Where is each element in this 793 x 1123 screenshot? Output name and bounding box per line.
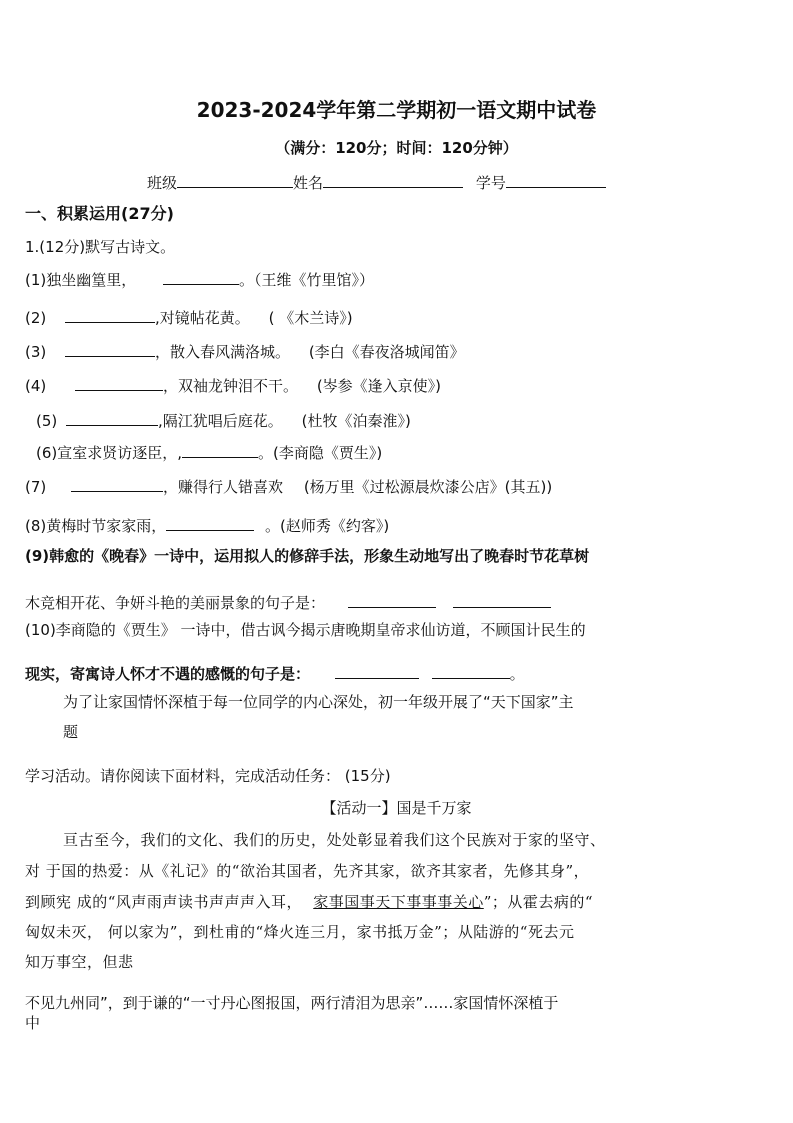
class-blank[interactable]	[177, 171, 293, 188]
item-text: ,隔江犹唱后庭花。	[158, 412, 283, 430]
item-text: ，散入春风满洛城。	[155, 343, 291, 361]
item-end: 。	[509, 665, 525, 683]
answer-blank[interactable]	[166, 514, 254, 531]
item-source: (李白《春夜洛城闻笛》	[308, 343, 465, 361]
poem-item-9-line2	[25, 591, 551, 613]
item-number: (2)	[25, 309, 47, 327]
poem-item-6	[36, 441, 382, 463]
item-text: ，赚得行人错喜欢	[163, 478, 284, 496]
passage-line: 中	[25, 1014, 41, 1032]
poem-item-9-line1: (9)韩愈的《晚春》一诗中，运用拟人的修辞手法，形象生动地写出了晚春时节花草树	[25, 547, 590, 565]
answer-blank[interactable]	[182, 441, 258, 458]
passage-text: ”；从霍去病的“	[483, 893, 594, 911]
answer-blank[interactable]	[163, 268, 239, 285]
poem-item-4	[25, 374, 441, 396]
item-source: (岑参《逢入京使》)	[316, 377, 442, 395]
activity-intro-line2: 题	[63, 723, 79, 741]
answer-blank[interactable]	[432, 662, 510, 679]
underlined-quote: 家事国事天下事事事关心	[313, 893, 484, 911]
item-text: (8)黄梅时节家家雨，	[25, 517, 167, 535]
answer-blank[interactable]	[453, 591, 551, 608]
exam-subtitle: （满分：120分；时间：120分钟）	[275, 139, 518, 157]
answer-blank[interactable]	[75, 374, 163, 391]
item-source: 。（王维《竹里馆》）	[239, 271, 375, 289]
item-number: (5)	[36, 412, 58, 430]
activity-intro-line1: 为了让家国情怀深植于每一位同学的内心深处，初一年级开展了“天下国家”主	[63, 693, 574, 711]
name-label: 姓名	[293, 174, 324, 192]
item-source: ( 《木兰诗》)	[268, 309, 353, 327]
passage-text: 到顾宪 成的“风声雨声读书声声声入耳，	[25, 893, 302, 911]
poem-item-10-line2	[25, 662, 525, 684]
item-text: ，双袖龙钟泪不干。	[163, 377, 299, 395]
poem-item-10-line1: (10)李商隐的《贾生》 一诗中，借古讽今揭示唐晚期皇帝求仙访道，不顾国计民生的	[25, 621, 586, 639]
class-label: 班级	[147, 174, 178, 192]
activity-intro-line3: 学习活动。请你阅读下面材料，完成活动任务： (15分)	[25, 767, 391, 785]
name-blank[interactable]	[323, 171, 463, 188]
item-text: 木竞相开花、争妍斗艳的美丽景象的句子是：	[25, 594, 326, 612]
item-number: (7)	[25, 478, 47, 496]
student-info-row	[147, 171, 606, 193]
id-label: 学号	[475, 174, 506, 192]
item-source: (杨万里《过松源晨炊漆公店》(其五))	[303, 478, 553, 496]
poem-item-3	[25, 340, 465, 362]
poem-item-1	[25, 268, 374, 290]
item-number: (3)	[25, 343, 47, 361]
passage-line	[25, 892, 593, 912]
answer-blank[interactable]	[65, 306, 155, 323]
item-text: (6)宣室求贤访逐臣，,	[36, 444, 183, 462]
item-text: ,对镜帖花黄。	[155, 309, 250, 327]
answer-blank[interactable]	[66, 409, 158, 426]
poem-item-8	[25, 514, 389, 536]
answer-blank[interactable]	[335, 662, 419, 679]
answer-blank[interactable]	[348, 591, 436, 608]
passage-line: 亘古至今，我们的文化、我们的历史，处处彰显着我们这个民族对于家的坚守、	[63, 831, 606, 849]
item-text: (1)独坐幽篁里，	[25, 271, 137, 289]
item-text: 现实，寄寓诗人怀才不遇的感慨的句子是：	[25, 665, 311, 683]
passage-line: 知万事空，但悲	[25, 953, 134, 971]
page-title: 2023-2024学年第二学期初一语文期中试卷	[196, 98, 597, 122]
poem-item-7	[25, 475, 552, 497]
section-heading: 一、积累运用(27分)	[25, 204, 174, 223]
item-source: 。(李商隐《贾生》)	[258, 444, 383, 462]
answer-blank[interactable]	[71, 475, 163, 492]
id-blank[interactable]	[506, 171, 606, 188]
question-1: 1.(12分)默写古诗文。	[25, 238, 176, 256]
passage-line: 匈奴未灭， 何以家为”，到杜甫的“烽火连三月，家书抵万金”；从陆游的“死去元	[25, 923, 575, 941]
passage-line: 不见九州同”，到于谦的“一寸丹心图报国，两行清泪为思亲”……家国情怀深植于	[25, 994, 559, 1012]
item-source: 。(赵师秀《约客》)	[265, 517, 390, 535]
answer-blank[interactable]	[65, 340, 155, 357]
poem-item-2	[25, 306, 353, 328]
activity-heading: 【活动一】国是千万家	[321, 799, 472, 817]
passage-line: 对 于国的热爱：从《礼记》的“欲治其国者，先齐其家，欲齐其家者，先修其身”，	[25, 862, 590, 880]
item-source: (杜牧《泊秦淮》)	[301, 412, 411, 430]
poem-item-5	[36, 409, 411, 431]
item-number: (4)	[25, 377, 47, 395]
